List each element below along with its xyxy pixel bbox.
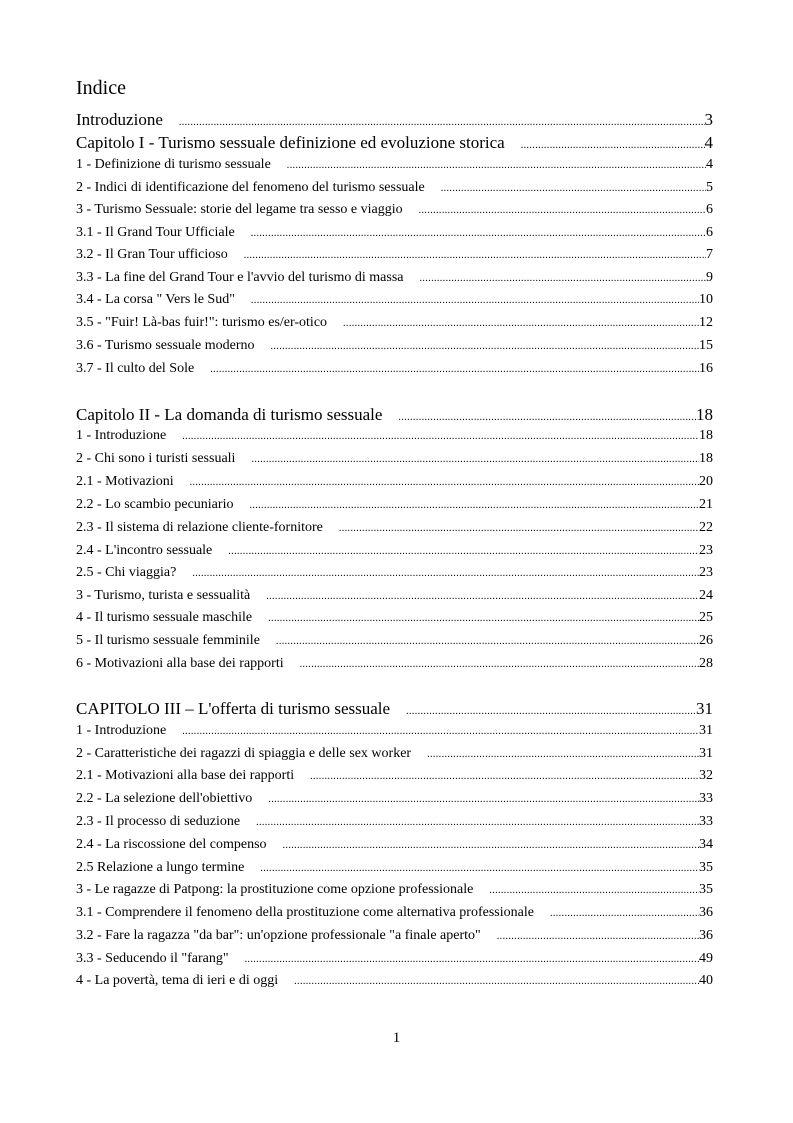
toc-entry-title: Capitolo II - La domanda di turismo sessuale	[76, 405, 383, 424]
toc-page-number: 18	[696, 405, 713, 424]
toc-dot-leader	[245, 954, 699, 965]
toc-section-entry[interactable]	[76, 656, 713, 676]
toc-section-entry[interactable]	[76, 180, 713, 200]
toc-dot-leader	[339, 523, 699, 534]
toc-page-number: 6	[706, 202, 713, 217]
toc-page-number: 20	[699, 474, 713, 489]
toc-dot-leader	[343, 318, 699, 329]
toc-dot-leader	[268, 613, 699, 624]
toc-section-entry[interactable]	[76, 315, 713, 335]
toc-entry-title: 2.5 Relazione a lungo termine	[76, 860, 245, 875]
toc-dot-leader	[271, 341, 700, 352]
toc-entry-title: 2.2 - Lo scambio pecuniario	[76, 497, 234, 512]
toc-entry-title: 3.2 - Fare la ragazza "da bar": un'opzione professionale "a finale aperto"	[76, 928, 481, 943]
toc-dot-leader	[251, 295, 699, 306]
toc-section-entry[interactable]	[76, 928, 713, 948]
toc-entry-title: 2.3 - Il processo di seduzione	[76, 814, 241, 829]
toc-page-number: 28	[699, 656, 713, 671]
toc-page-number: 49	[699, 951, 713, 966]
toc-entry-title: Introduzione	[76, 110, 163, 129]
toc-dot-leader	[398, 412, 696, 423]
toc-section-entry[interactable]	[76, 497, 713, 517]
toc-section-entry[interactable]	[76, 270, 713, 290]
toc-section-entry[interactable]	[76, 247, 713, 267]
toc-entry-title: 2.1 - Motivazioni	[76, 474, 174, 489]
toc-entry-title: 3.2 - Il Gran Tour ufficioso	[76, 247, 228, 262]
toc-dot-leader	[190, 477, 699, 488]
toc-dot-leader	[251, 454, 699, 465]
toc-page-number: 33	[699, 791, 713, 806]
toc-section-entry[interactable]	[76, 451, 713, 471]
toc-dot-leader	[179, 117, 705, 128]
toc-section-entry[interactable]	[76, 791, 713, 811]
toc-dot-leader	[497, 931, 699, 942]
toc-page-number: 31	[696, 699, 713, 718]
toc-entry-title: 3 - Turismo, turista e sessualità	[76, 588, 251, 603]
toc-page-number: 34	[699, 837, 713, 852]
toc-page-number: 25	[699, 610, 713, 625]
toc-page-number: 16	[699, 361, 713, 376]
toc-page-number: 18	[699, 428, 713, 443]
toc-entry-title: 5 - Il turismo sessuale femminile	[76, 633, 260, 648]
page-title: Indice	[76, 77, 126, 99]
toc-entry-title: 3.7 - Il culto del Sole	[76, 361, 195, 376]
page-number: 1	[392, 1030, 401, 1046]
toc-section-entry[interactable]	[76, 723, 713, 743]
toc-dot-leader	[256, 817, 699, 828]
toc-section-entry[interactable]	[76, 474, 713, 494]
toc-dot-leader	[419, 205, 706, 216]
toc-section-entry[interactable]	[76, 951, 713, 971]
toc-section-entry[interactable]	[76, 973, 713, 993]
toc-dot-leader	[427, 749, 699, 760]
toc-entry-title: 3.1 - Comprendere il fenomeno della prostituzione come alternativa professionale	[76, 905, 534, 920]
toc-section-entry[interactable]	[76, 565, 713, 585]
toc-entry-title: 3.1 - Il Grand Tour Ufficiale	[76, 225, 235, 240]
toc-section-entry[interactable]	[76, 860, 713, 880]
toc-entry-title: 2.5 - Chi viaggia?	[76, 565, 177, 580]
toc-section-entry[interactable]	[76, 905, 713, 925]
toc-dot-leader	[419, 273, 706, 284]
toc-entry-title: 3.6 - Turismo sessuale moderno	[76, 338, 255, 353]
toc-entry-title: 3 - Le ragazze di Patpong: la prostituzione come opzione professionale	[76, 882, 474, 897]
toc-dot-leader	[228, 546, 699, 557]
toc-page-number: 18	[699, 451, 713, 466]
toc-page-number: 23	[699, 565, 713, 580]
toc-dot-leader	[521, 140, 705, 151]
toc-section-entry[interactable]	[76, 428, 713, 448]
toc-entry-title: 2 - Caratteristiche dei ragazzi di spiaggia e delle sex worker	[76, 746, 412, 761]
toc-chapter-entry[interactable]	[76, 405, 713, 427]
toc-dot-leader	[249, 500, 699, 511]
toc-section-entry[interactable]	[76, 361, 713, 381]
toc-section-entry[interactable]	[76, 768, 713, 788]
toc-entry-title: Capitolo I - Turismo sessuale definizione ed evoluzione storica	[76, 133, 505, 152]
toc-page-number: 35	[699, 882, 713, 897]
toc-dot-leader	[276, 636, 699, 647]
toc-page-number: 10	[699, 292, 713, 307]
toc-dot-leader	[406, 706, 696, 717]
toc-dot-leader	[210, 364, 699, 375]
toc-section-entry[interactable]	[76, 543, 713, 563]
toc-section-entry[interactable]	[76, 633, 713, 653]
toc-entry-title: 1 - Definizione di turismo sessuale	[76, 157, 271, 172]
toc-page-number: 40	[699, 973, 713, 988]
toc-entry-title: 3.3 - La fine del Grand Tour e l'avvio del turismo di massa	[76, 270, 404, 285]
toc-page-number: 15	[699, 338, 713, 353]
toc-dot-leader	[489, 885, 699, 896]
toc-chapter-entry[interactable]	[76, 699, 713, 721]
toc-section-entry[interactable]	[76, 338, 713, 358]
toc-entry-title: 3.4 - La corsa " Vers le Sud"	[76, 292, 235, 307]
toc-entry-title: 3 - Turismo Sessuale: storie del legame tra sesso e viaggio	[76, 202, 403, 217]
toc-section-entry[interactable]	[76, 610, 713, 630]
toc-entry-title: 2 - Chi sono i turisti sessuali	[76, 451, 236, 466]
toc-page-number: 22	[699, 520, 713, 535]
toc-page-number: 6	[706, 225, 713, 240]
toc-page-number: 3	[704, 110, 713, 129]
toc-dot-leader	[294, 976, 699, 987]
toc-section-entry[interactable]	[76, 157, 713, 177]
toc-entry-title: CAPITOLO III – L'offerta di turismo sessuale	[76, 699, 391, 718]
toc-section-entry[interactable]	[76, 520, 713, 540]
toc-section-entry[interactable]	[76, 814, 713, 834]
toc-page-number: 35	[699, 860, 713, 875]
toc-dot-leader	[260, 863, 699, 874]
toc-entry-title: 2 - Indici di identificazione del fenomeno del turismo sessuale	[76, 180, 425, 195]
toc-entry-title: 2.2 - La selezione dell'obiettivo	[76, 791, 253, 806]
toc-page-number: 36	[699, 905, 713, 920]
toc-dot-leader	[268, 794, 699, 805]
toc-page-number: 36	[699, 928, 713, 943]
toc-dot-leader	[251, 228, 706, 239]
toc-page-number: 33	[699, 814, 713, 829]
toc-dot-leader	[550, 908, 699, 919]
toc-dot-leader	[441, 183, 706, 194]
toc-entry-title: 3.5 - "Fuir! Là-bas fuir!": turismo es/er-otico	[76, 315, 328, 330]
toc-section-entry[interactable]	[76, 746, 713, 766]
toc-page-number: 7	[706, 247, 713, 262]
toc-page-number: 31	[699, 746, 713, 761]
toc-page-number: 21	[699, 497, 713, 512]
toc-page-number: 32	[699, 768, 713, 783]
toc-dot-leader	[182, 726, 699, 737]
toc-entry-title: 4 - Il turismo sessuale maschile	[76, 610, 253, 625]
toc-dot-leader	[182, 431, 699, 442]
toc-dot-leader	[244, 250, 706, 261]
toc-entry-title: 2.3 - Il sistema di relazione cliente-fornitore	[76, 520, 323, 535]
toc-page-number: 5	[706, 180, 713, 195]
toc-page-number: 26	[699, 633, 713, 648]
toc-page-number: 12	[699, 315, 713, 330]
toc-section-entry[interactable]	[76, 837, 713, 857]
toc-section-entry[interactable]	[76, 292, 713, 312]
toc-chapter-entry[interactable]	[76, 133, 713, 155]
toc-entry-title: 3.3 - Seducendo il "farang"	[76, 951, 229, 966]
toc-section-entry[interactable]	[76, 882, 713, 902]
toc-entry-title: 4 - La povertà, tema di ieri e di oggi	[76, 973, 279, 988]
toc-entry-title: 1 - Introduzione	[76, 428, 167, 443]
toc-section-entry[interactable]	[76, 225, 713, 245]
toc-dot-leader	[310, 771, 699, 782]
toc-entry-title: 2.1 - Motivazioni alla base dei rapporti	[76, 768, 295, 783]
toc-dot-leader	[266, 591, 699, 602]
toc-page-number: 9	[706, 270, 713, 285]
toc-chapter-entry[interactable]	[76, 110, 713, 132]
toc-dot-leader	[192, 568, 699, 579]
toc-page-number: 31	[699, 723, 713, 738]
toc-dot-leader	[300, 659, 699, 670]
toc-section-entry[interactable]	[76, 588, 713, 608]
toc-entry-title: 1 - Introduzione	[76, 723, 167, 738]
toc-dot-leader	[287, 160, 706, 171]
toc-page-number: 23	[699, 543, 713, 558]
toc-section-entry[interactable]	[76, 202, 713, 222]
toc-entry-title: 2.4 - L'incontro sessuale	[76, 543, 213, 558]
toc-page-number: 4	[704, 133, 713, 152]
toc-page-number: 4	[706, 157, 713, 172]
toc-entry-title: 6 - Motivazioni alla base dei rapporti	[76, 656, 284, 671]
toc-dot-leader	[283, 840, 699, 851]
toc-entry-title: 2.4 - La riscossione del compenso	[76, 837, 267, 852]
toc-page-number: 24	[699, 588, 713, 603]
